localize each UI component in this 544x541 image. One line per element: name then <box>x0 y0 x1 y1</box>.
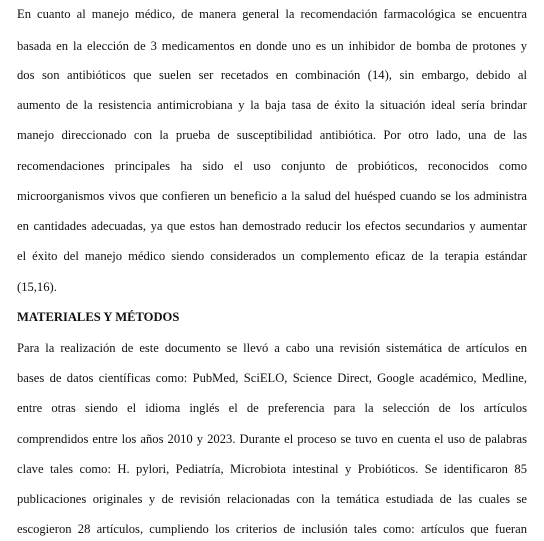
paragraph-2-line-1: Para la realización de este documento se llevó a cabo una revisión sistemática de artículos en <box>17 341 527 355</box>
paragraph-2-line-5: clave tales como: H. pylori, Pediatría, Microbiota intestinal y Probióticos. Se identificaron 85 <box>17 462 527 476</box>
paragraph-2-line-7: escogieron 28 artículos, cumpliendo los criterios de inclusión tales como: artículos que fueran <box>17 522 527 536</box>
paragraph-1-line-3: dos son antibióticos que suelen ser recetados en combinación (14), sin embargo, debido al <box>17 68 527 82</box>
section-heading: MATERIALES Y MÉTODOS <box>17 310 180 324</box>
paragraph-1-line-6: recomendaciones principales ha sido el uso conjunto de probióticos, reconocidos como <box>17 159 527 173</box>
paragraph-1-line-2: basada en la elección de 3 medicamentos en donde uno es un inhibidor de bomba de protones y <box>17 39 527 53</box>
paragraph-2-line-3: entre otras siendo el idioma inglés el de preferencia para la selección de los artículos <box>17 401 527 415</box>
paragraph-2-line-2: bases de datos científicas como: PubMed, SciELO, Science Direct, Google académico, Medline, <box>17 371 527 385</box>
paragraph-1-line-1: En cuanto al manejo médico, de manera general la recomendación farmacológica se encuentra <box>17 7 527 21</box>
paragraph-1-line-5: manejo direccionado con la prueba de susceptibilidad antibiótica. Por otro lado, una de las <box>17 128 527 142</box>
paragraph-2-line-4: comprendidos entre los años 2010 y 2023. Durante el proceso se tuvo en cuenta el uso de palabras <box>17 432 527 446</box>
paragraph-2-line-6: publicaciones originales y de revisión relacionadas con la temática estudiada de las cuales se <box>17 492 527 506</box>
paragraph-1-line-8: en cantidades adecuadas, ya que estos han demostrado reducir los efectos secundarios y aumentar <box>17 219 527 233</box>
paragraph-1-line-10: (15,16). <box>17 280 57 294</box>
paragraph-1-line-7: microorganismos vivos que confieren un beneficio a la salud del huésped cuando se los administra <box>17 189 527 203</box>
paragraph-1-line-4: aumento de la resistencia antimicrobiana y la baja tasa de éxito la situación ideal sería brindar <box>17 98 527 112</box>
paragraph-1-line-9: el éxito del manejo médico siendo considerados un complemento eficaz de la terapia estándar <box>17 249 527 263</box>
